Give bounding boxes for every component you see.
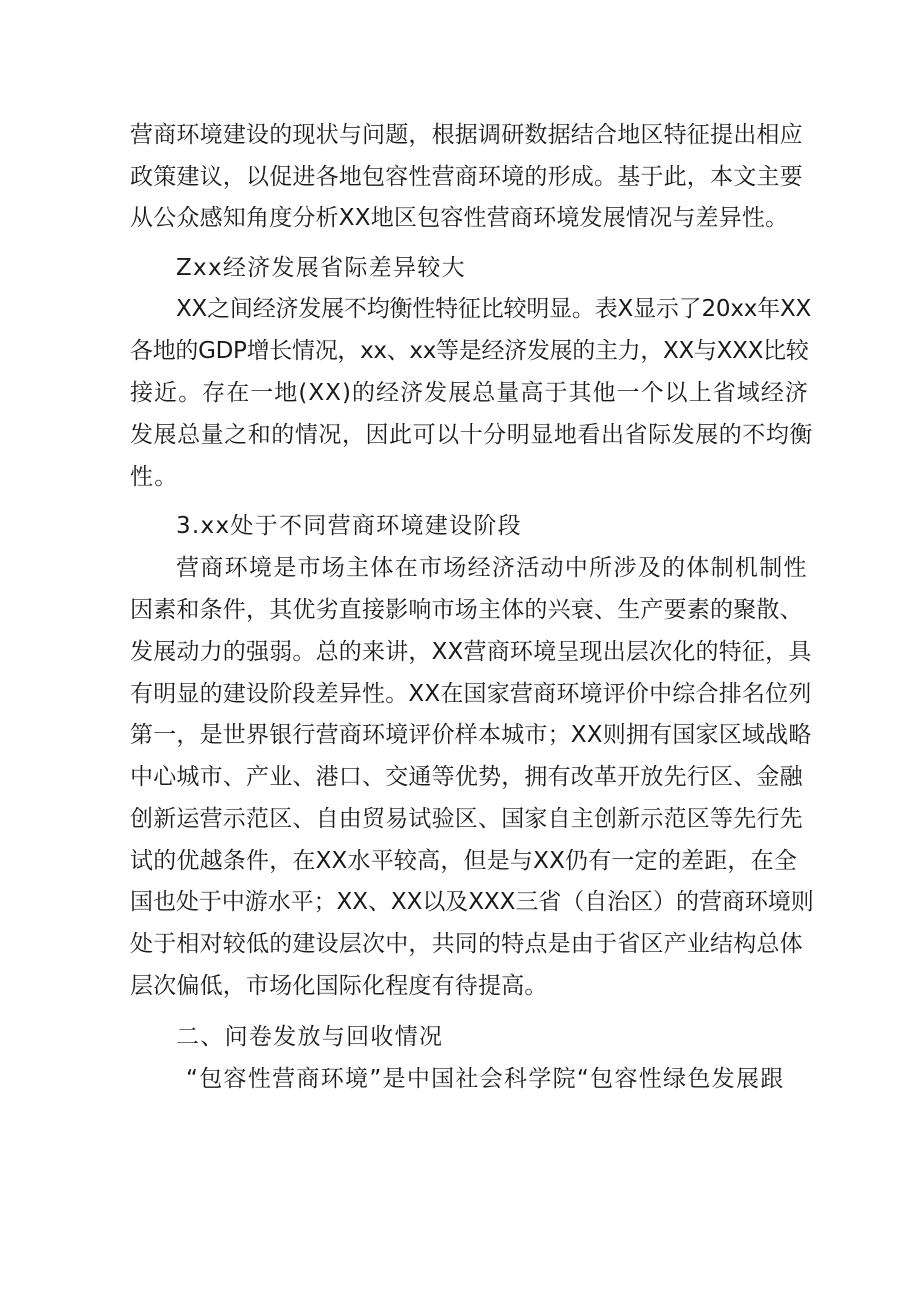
paragraph-1-line-3: 从公众感知角度分析XX地区包容性营商环境发展情况与差异性。: [130, 205, 789, 231]
paragraph-4-line-1: “包容性营商环境”是中国社会科学院“包容性绿色发展跟: [186, 1066, 785, 1092]
paragraph-2-line-3: 接近。存在一地(XX)的经济发展总量高于其他一个以上省域经济: [130, 380, 809, 406]
paragraph-2-line-4: 发展总量之和的情况，因此可以十分明显地看出省际发展的不均衡: [130, 422, 813, 448]
paragraph-3-line-7: 创新运营示范区、自由贸易试验区、国家自主创新示范区等先行先: [130, 806, 803, 832]
paragraph-1-line-1: 营商环境建设的现状与问题，根据调研数据结合地区特征提出相应: [130, 122, 803, 148]
subheading-2: Zxx经济发展省际差异较大: [176, 255, 466, 281]
paragraph-3-line-10: 处于相对较低的建设层次中，共同的特点是由于省区产业结构总体: [130, 931, 803, 957]
paragraph-3-line-6: 中心城市、产业、港口、交通等优势，拥有改革开放先行区、金融: [130, 764, 803, 790]
paragraph-3-line-5: 第一，是世界银行营商环境评价样本城市；XX则拥有国家区域战略: [130, 722, 812, 748]
paragraph-3-line-11: 层次偏低，市场化国际化程度有待提高。: [130, 973, 548, 999]
paragraph-3-line-9: 国也处于中游水平；XX、XX以及XXX三省（自治区）的营商环境则: [130, 889, 814, 915]
paragraph-3-line-3: 发展动力的强弱。总的来讲，XX营商环境呈现出层次化的特征，具: [130, 639, 812, 665]
paragraph-3-line-8: 试的优越条件，在XX水平较高，但是与XX仍有一定的差距，在全: [130, 848, 798, 874]
paragraph-2-line-2: 各地的GDP增长情况，xx、xx等是经济发展的主力，XX与XXX比较: [130, 338, 809, 364]
paragraph-3-line-1: 营商环境是市场主体在市场经济活动中所涉及的体制机制性: [176, 555, 808, 581]
paragraph-3-line-2: 因素和条件，其优劣直接影响市场主体的兴衰、生产要素的聚散、: [130, 597, 803, 623]
paragraph-3-line-4: 有明显的建设阶段差异性。XX在国家营商环境评价中综合排名位列: [130, 681, 812, 707]
paragraph-2-line-5: 性。: [130, 464, 179, 490]
section-heading: 二、问卷发放与回收情况: [176, 1024, 444, 1050]
paragraph-2-line-1: XX之间经济发展不均衡性特征比较明显。表X显示了20xx年XX: [176, 296, 812, 322]
subheading-3: 3.xx处于不同营商环境建设阶段: [176, 513, 522, 539]
paragraph-1-line-2: 政策建议，以促进各地包容性营商环境的形成。基于此，本文主要: [130, 164, 803, 190]
